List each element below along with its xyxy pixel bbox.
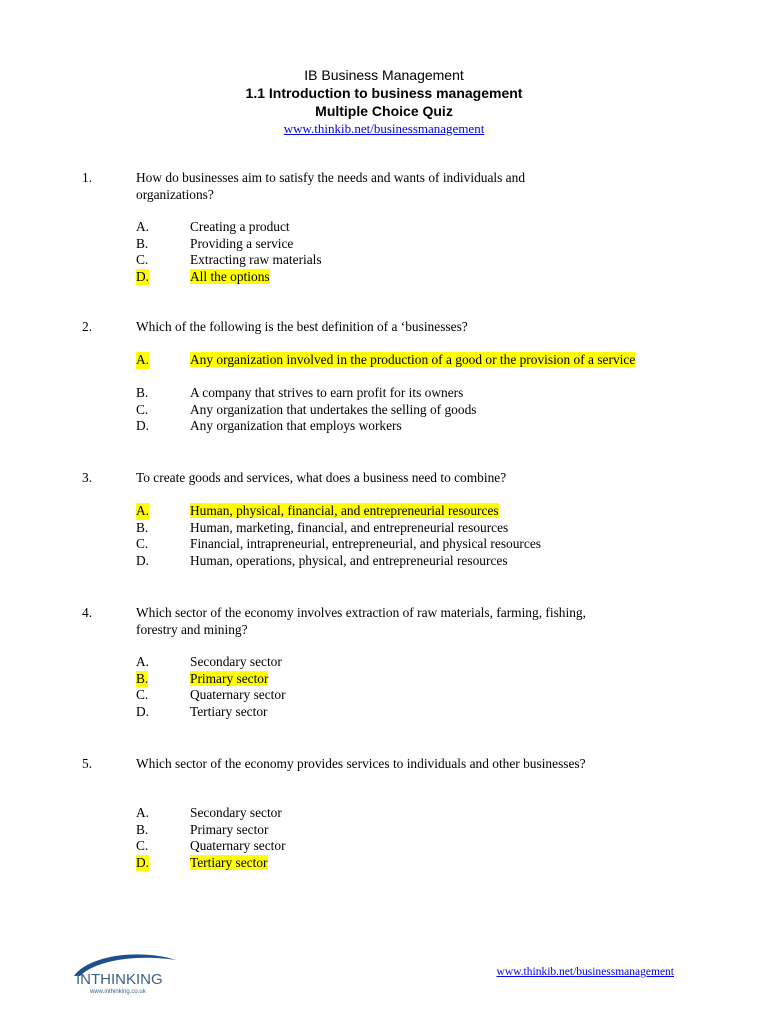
option-text: Any organization that employs workers <box>190 418 402 434</box>
option-text <box>190 269 670 286</box>
option-text: Human, marketing, financial, and entrepreneurial resources <box>190 519 509 535</box>
option-letter: D. <box>136 703 150 719</box>
option-c[interactable] <box>136 402 676 419</box>
option-d[interactable] <box>136 418 676 435</box>
highlighted-answer: All the options <box>190 268 270 284</box>
highlighted-answer: Any organization involved in the production of a good or the provision of a service <box>190 352 636 367</box>
option-text: Financial, intrapreneurial, entrepreneurial, and physical resources <box>190 536 541 552</box>
option-text: Secondary sector <box>190 805 282 820</box>
option-b-correct[interactable] <box>136 671 676 688</box>
option-d[interactable] <box>136 553 676 570</box>
question-number: 2. <box>82 319 93 334</box>
option-letter: A. <box>136 805 150 820</box>
option-letter: A. <box>136 219 150 234</box>
option-text: Human, operations, physical, and entrepreneurial resources <box>190 552 508 568</box>
question-text: How do businesses aim to satisfy the needs and wants of individuals and organizations? <box>136 170 526 202</box>
options-list <box>136 805 676 871</box>
header-link[interactable]: www.thinkib.net/businessmanagement <box>283 121 485 136</box>
option-text: Secondary sector <box>190 654 282 669</box>
question-text: Which sector of the economy involves extraction of raw materials, farming, fishing, forestry and mining? <box>136 605 586 637</box>
option-letter: D. <box>136 418 150 434</box>
course-title: IB Business Management <box>304 67 464 83</box>
option-b[interactable] <box>136 520 676 537</box>
option-a[interactable] <box>136 219 676 236</box>
options-list <box>136 654 676 720</box>
option-text: Primary sector <box>190 821 269 837</box>
logo-subtext: www.inthinking.co.uk <box>90 989 146 995</box>
option-text: Any organization that undertakes the selling of goods <box>190 401 477 417</box>
option-text: Quaternary sector <box>190 687 286 703</box>
logo-wordmark: INTHINKING <box>76 971 163 988</box>
option-text <box>190 503 670 520</box>
option-letter: A. <box>136 352 150 367</box>
highlighted-answer: Tertiary sector <box>190 854 268 870</box>
question-text: Which sector of the economy provides services to individuals and other businesses? <box>136 756 586 771</box>
option-b[interactable] <box>136 822 676 839</box>
option-letter: C. <box>136 687 149 703</box>
option-letter: D. <box>136 854 150 870</box>
option-text: Quaternary sector <box>190 838 286 854</box>
option-letter: B. <box>136 821 149 837</box>
option-text: Providing a service <box>190 235 294 251</box>
option-d[interactable] <box>136 704 676 721</box>
option-a[interactable] <box>136 805 676 822</box>
option-letter: C. <box>136 536 149 552</box>
inthinking-logo <box>68 950 188 996</box>
option-text: Tertiary sector <box>190 703 268 719</box>
options-list <box>136 219 676 285</box>
option-a-correct[interactable] <box>136 352 676 385</box>
highlighted-answer: Primary sector <box>190 670 269 686</box>
option-c[interactable] <box>136 838 676 855</box>
option-a-correct[interactable] <box>136 503 676 520</box>
option-d-correct[interactable] <box>136 269 676 286</box>
logo-swoosh-icon <box>68 950 188 996</box>
option-text: Creating a product <box>190 219 290 234</box>
options-list <box>136 352 676 435</box>
quiz-title: Multiple Choice Quiz <box>315 103 453 119</box>
document-header <box>0 66 768 137</box>
option-letter: D. <box>136 268 150 284</box>
option-letter: C. <box>136 401 149 417</box>
option-letter: A. <box>136 503 150 518</box>
option-letter: B. <box>136 670 149 686</box>
highlighted-answer: Human, physical, financial, and entrepreneurial resources <box>190 503 499 518</box>
option-text <box>190 855 670 872</box>
question-text: Which of the following is the best definition of a ‘businesses? <box>136 319 468 334</box>
footer-link[interactable]: www.thinkib.net/businessmanagement <box>496 966 674 978</box>
option-letter: B. <box>136 519 149 535</box>
option-b[interactable] <box>136 236 676 253</box>
option-b[interactable] <box>136 385 676 402</box>
option-letter: A. <box>136 654 150 669</box>
options-list <box>136 503 676 569</box>
option-c[interactable] <box>136 687 676 704</box>
question-number: 5. <box>82 756 93 771</box>
question-number: 4. <box>82 605 93 620</box>
option-text <box>190 352 670 369</box>
topic-title: 1.1 Introduction to business management <box>245 85 523 101</box>
option-d-correct[interactable] <box>136 855 676 872</box>
option-text <box>190 671 670 688</box>
option-text: Extracting raw materials <box>190 252 322 268</box>
option-letter: B. <box>136 385 149 401</box>
question-number: 3. <box>82 470 93 485</box>
option-letter: C. <box>136 838 149 854</box>
question-text: To create goods and services, what does a business need to combine? <box>136 470 507 485</box>
option-text: A company that strives to earn profit for its owners <box>190 385 464 401</box>
option-letter: C. <box>136 252 149 268</box>
question-number: 1. <box>82 170 93 185</box>
option-a[interactable] <box>136 654 676 671</box>
option-c[interactable] <box>136 536 676 553</box>
option-letter: D. <box>136 552 150 568</box>
option-c[interactable] <box>136 252 676 269</box>
option-letter: B. <box>136 235 149 251</box>
